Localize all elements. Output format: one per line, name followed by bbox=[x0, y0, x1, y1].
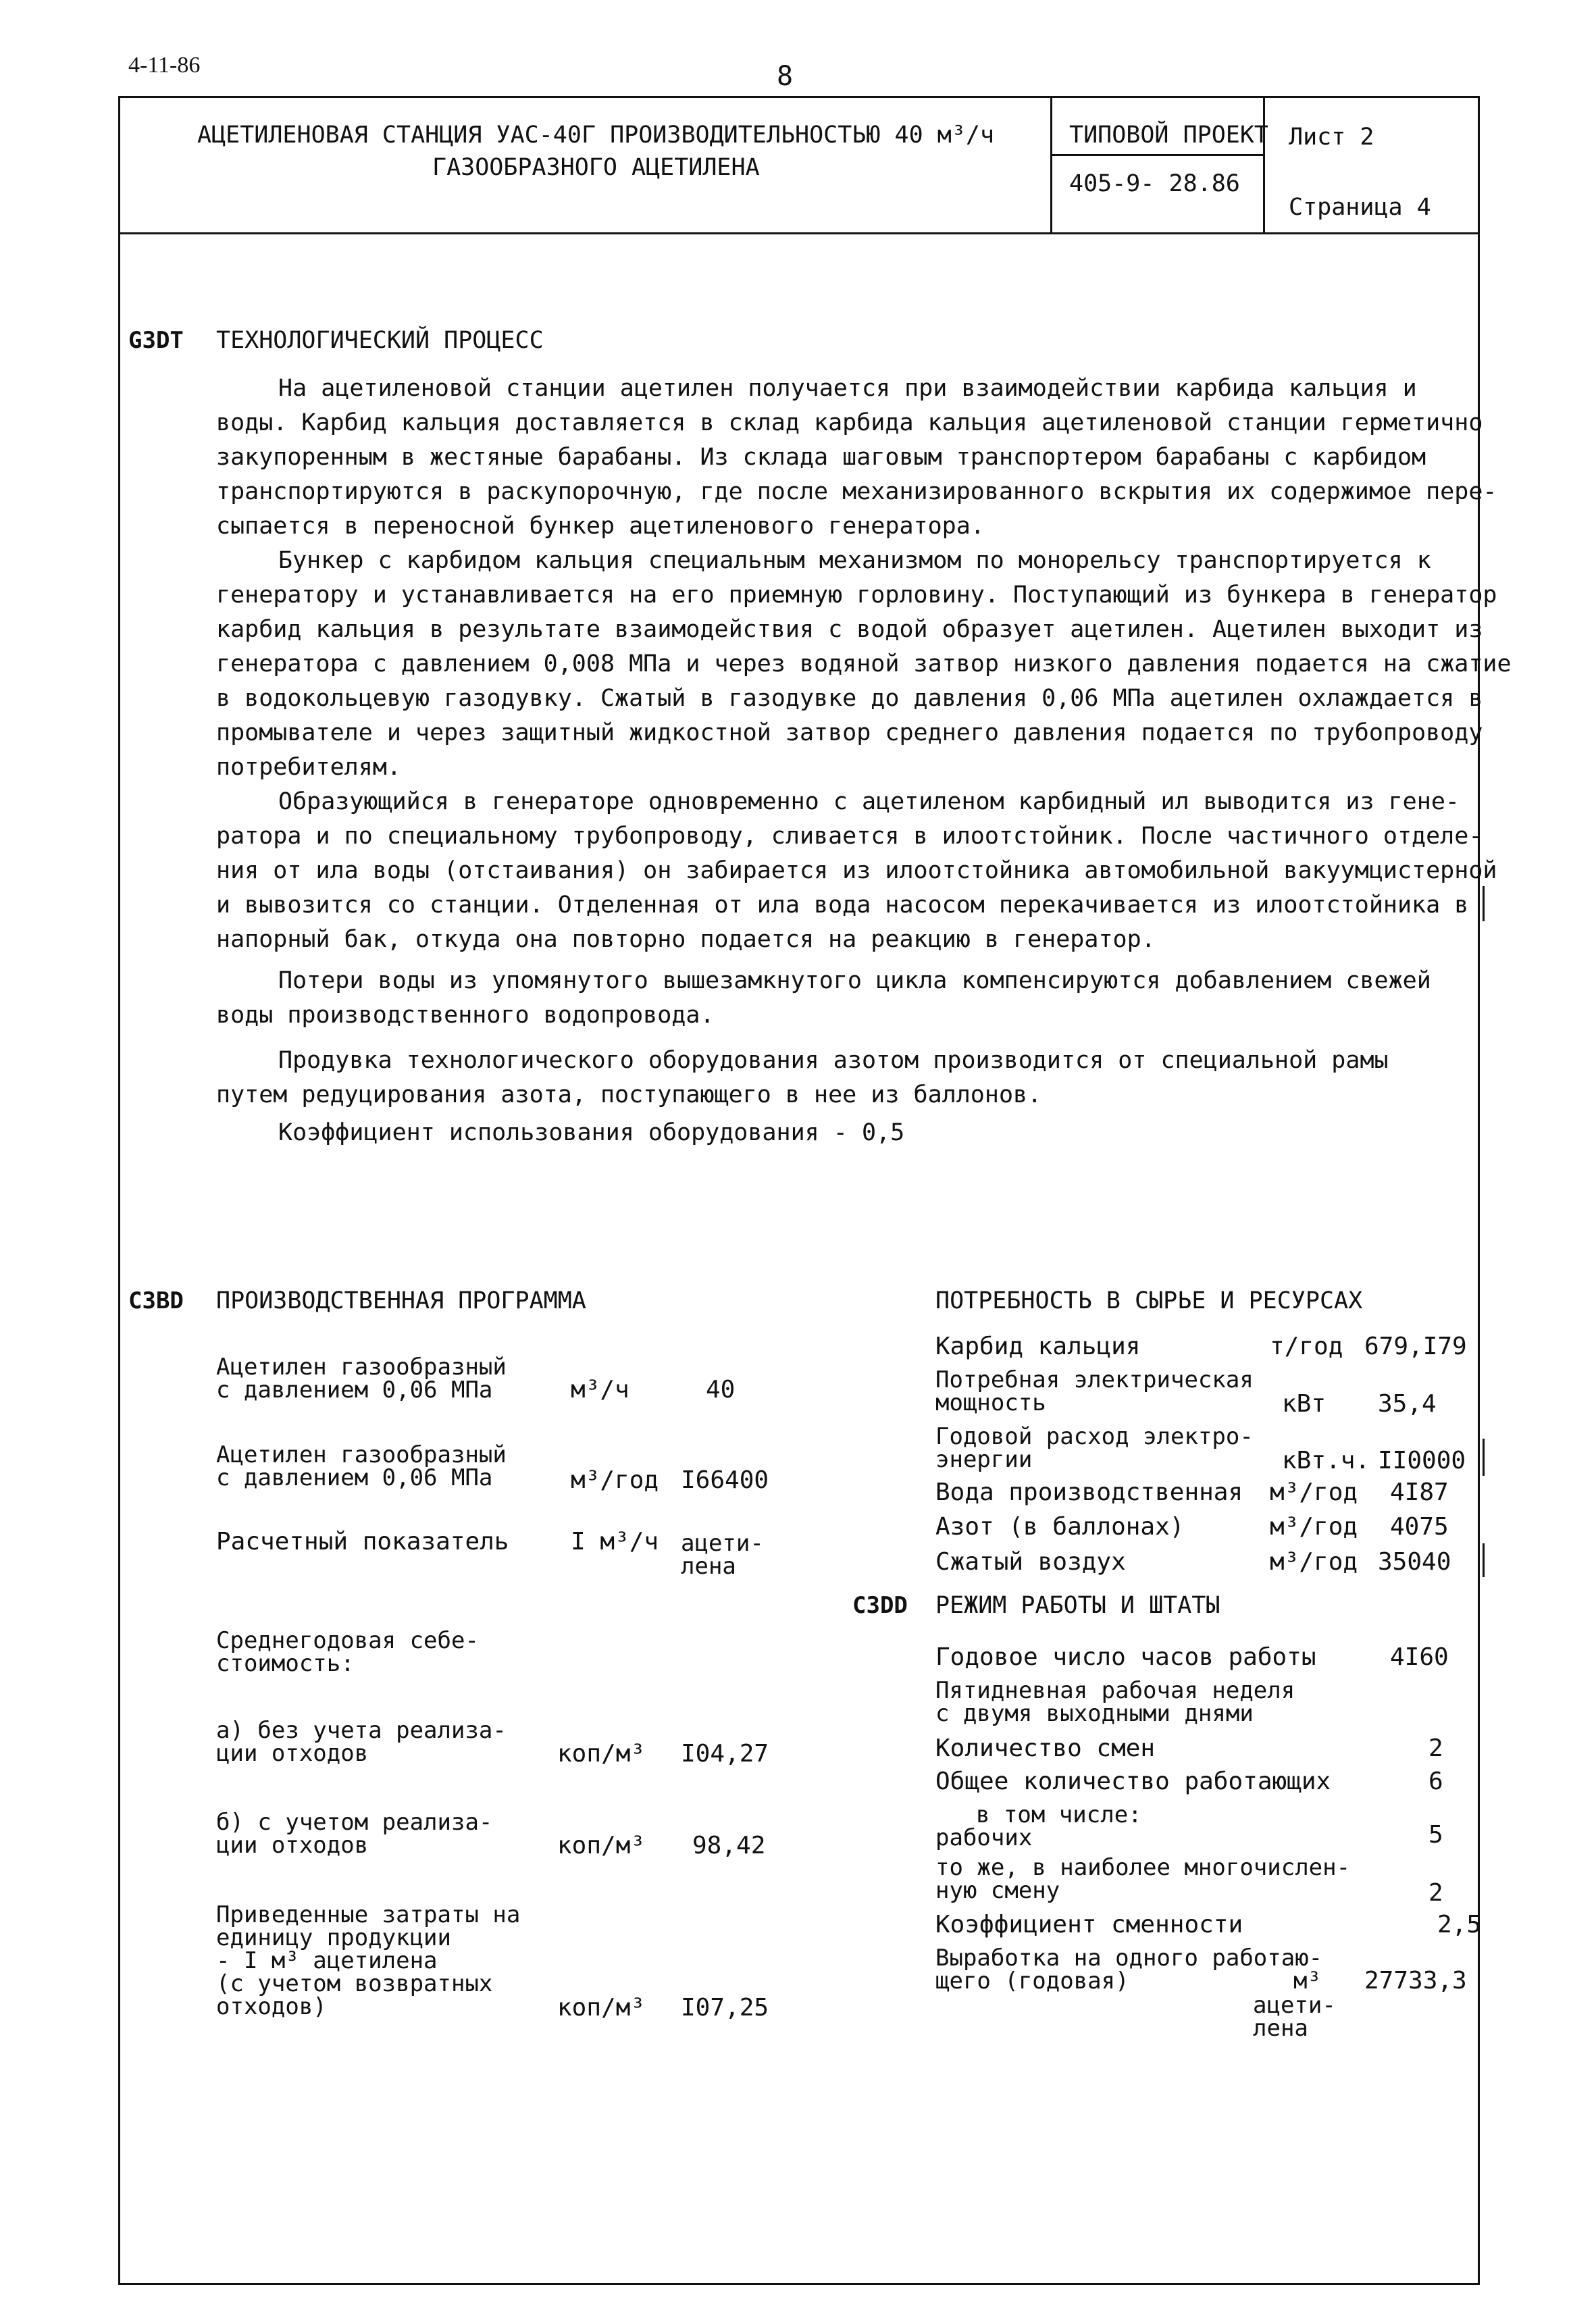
program-item-unit: м³/ч bbox=[571, 1376, 629, 1404]
program-item-unit: коп/м³ bbox=[557, 1994, 646, 2022]
process-line: и вывозится со станции. Отделенная от ила вода насосом перекачивается из илоотстойника в bbox=[216, 892, 1469, 919]
staff-label: в том числе: bbox=[976, 1801, 1142, 1828]
process-line: промывателе и через защитный жидкостной затвор среднего давления подается по трубопроводу bbox=[216, 719, 1483, 746]
program-item-label: б) с учетом реализа- bbox=[216, 1809, 493, 1836]
program-item-value: I04,27 bbox=[681, 1740, 769, 1768]
program-item-label: (с учетом возвратных bbox=[216, 1970, 493, 1997]
staff-heading: РЕЖИМ РАБОТЫ И ШТАТЫ bbox=[935, 1592, 1220, 1619]
program-item-label: с давлением 0,06 МПа bbox=[216, 1464, 493, 1491]
process-line: ния от ила воды (отстаивания) он забирается из илоотстойника автомобильной вакуумцистерной bbox=[216, 857, 1497, 884]
process-line: генератору и устанавливается на его приемную горловину. Поступающий из бункера в генератор bbox=[216, 582, 1497, 609]
staff-label: Общее количество работающих bbox=[935, 1768, 1331, 1795]
program-item-label: стоимость: bbox=[216, 1650, 355, 1677]
program-item-unit: коп/м³ bbox=[557, 1832, 646, 1859]
staff-label: Количество смен bbox=[935, 1734, 1156, 1762]
program-item-label: с давлением 0,06 МПа bbox=[216, 1377, 493, 1404]
staff-value: 4I60 bbox=[1390, 1643, 1449, 1671]
staff-label: щего (годовая) bbox=[935, 1968, 1129, 1995]
staff-value: 2 bbox=[1428, 1879, 1443, 1907]
resource-label: Потребная электрическая bbox=[935, 1366, 1254, 1393]
process-heading: ТЕХНОЛОГИЧЕСКИЙ ПРОЦЕСС bbox=[216, 327, 544, 354]
program-item-label: единицу продукции bbox=[216, 1924, 451, 1951]
program-item-label: Приведенные затраты на bbox=[216, 1901, 521, 1928]
staff-value: 6 bbox=[1428, 1768, 1443, 1795]
resource-value: 4075 bbox=[1390, 1513, 1449, 1541]
program-item-label: ции отходов bbox=[216, 1832, 369, 1859]
staff-value: 5 bbox=[1428, 1821, 1443, 1849]
program-item-label: Ацетилен газообразный bbox=[216, 1441, 507, 1468]
project-number: 405-9- 28.86 bbox=[1069, 170, 1240, 197]
staff-value: 27733,3 bbox=[1364, 1967, 1467, 1995]
process-line: сыпается в переносной бункер ацетиленового генератора. bbox=[216, 513, 985, 540]
staff-label: с двумя выходными днями bbox=[935, 1700, 1254, 1727]
staff-label: ную смену bbox=[935, 1877, 1060, 1904]
page-label: Страница 4 bbox=[1289, 194, 1431, 221]
process-code: G3DT bbox=[128, 327, 184, 354]
document-date: 4-11-86 bbox=[128, 53, 201, 78]
staff-label: рабочих bbox=[935, 1824, 1033, 1851]
staff-label: Выработка на одного работаю- bbox=[935, 1945, 1323, 1972]
resource-unit: т/год bbox=[1270, 1333, 1343, 1360]
resource-unit: кВт.ч. bbox=[1282, 1447, 1370, 1474]
process-line: воды. Карбид кальция доставляется в склад карбида кальция ацетиленовой станции герметично bbox=[216, 409, 1483, 436]
process-line: закупоренным в жестяные барабаны. Из склада шаговым транспортером барабаны с карбидом bbox=[216, 444, 1426, 471]
process-line: Коэффициент использования оборудования - 0,5 bbox=[278, 1119, 905, 1146]
process-line: Образующийся в генераторе одновременно с ацетиленом карбидный ил выводится из гене- bbox=[278, 788, 1460, 815]
process-line: путем редуцирования азота, поступающего в нее из баллонов. bbox=[216, 1081, 1042, 1108]
process-line: воды производственного водопровода. bbox=[216, 1002, 715, 1029]
staff-label: то же, в наиболее многочислен- bbox=[935, 1854, 1351, 1881]
program-item-value: ацети- bbox=[681, 1530, 764, 1557]
program-item-label: ции отходов bbox=[216, 1740, 369, 1767]
resource-unit: м³/год bbox=[1270, 1513, 1358, 1541]
staff-code: C3DD bbox=[852, 1592, 908, 1619]
staff-value: 2 bbox=[1428, 1734, 1443, 1762]
program-item-label: Расчетный показатель bbox=[216, 1528, 509, 1555]
program-item-value: лена bbox=[681, 1553, 736, 1580]
process-line: в водокольцевую газодувку. Сжатый в газодувке до давления 0,06 МПа ацетилен охлаждается в bbox=[216, 685, 1483, 712]
process-line: карбид кальция в результате взаимодействия с водой образует ацетилен. Ацетилен выходит из bbox=[216, 616, 1483, 643]
resource-label: Годовой расход электро- bbox=[935, 1423, 1254, 1450]
resource-value: 679,I79 bbox=[1364, 1333, 1467, 1360]
process-line: Продувка технологического оборудования азотом производится от специальной рамы bbox=[278, 1047, 1389, 1074]
staff-label: Годовое число часов работы bbox=[935, 1643, 1316, 1671]
program-item-value: I66400 bbox=[681, 1466, 769, 1494]
staff-label: Коэффициент сменности bbox=[935, 1911, 1243, 1938]
process-line: генератора с давлением 0,008 МПа и через водяной затвор низкого давления подается на сжатие bbox=[216, 650, 1512, 677]
sheet-label: Лист 2 bbox=[1289, 124, 1374, 151]
process-line: Потери воды из упомянутого вышезамкнутого цикла компенсируются добавлением свежей bbox=[278, 967, 1431, 994]
process-line: транспортируются в раскупорочную, где после механизированного вскрытия их содержимое пере- bbox=[216, 478, 1497, 505]
process-line: Бункер с карбидом кальция специальным механизмом по монорельсу транспортируется к bbox=[278, 547, 1431, 574]
header-title-line2: ГАЗООБРАЗНОГО АЦЕТИЛЕНА bbox=[432, 154, 760, 181]
resource-value: II0000 bbox=[1378, 1447, 1466, 1474]
resource-label: Карбид кальция bbox=[935, 1333, 1141, 1360]
resource-value: 35040 bbox=[1378, 1548, 1451, 1576]
program-item-label: Ацетилен газообразный bbox=[216, 1354, 507, 1381]
process-line: На ацетиленовой станции ацетилен получается при взаимодействии карбида кальция и bbox=[278, 375, 1417, 402]
program-item-label: Среднегодовая себе- bbox=[216, 1627, 479, 1654]
page-number: 8 bbox=[777, 61, 794, 92]
header-title-line1: АЦЕТИЛЕНОВАЯ СТАНЦИЯ УАС-40Г ПРОИЗВОДИТЕЛЬНОСТЬЮ 40 м³/ч bbox=[197, 122, 995, 149]
resource-unit: кВт bbox=[1282, 1390, 1327, 1418]
resource-unit: м³/год bbox=[1270, 1479, 1358, 1506]
program-item-value: 40 bbox=[706, 1376, 736, 1404]
process-line: потребителям. bbox=[216, 754, 401, 781]
margin-mark bbox=[1483, 1543, 1485, 1577]
program-item-value: 98,42 bbox=[692, 1832, 766, 1859]
resource-value: 35,4 bbox=[1378, 1390, 1437, 1418]
process-line: напорный бак, откуда она повторно подается на реакцию в генератор. bbox=[216, 926, 1156, 953]
resource-label: энергии bbox=[935, 1446, 1033, 1473]
resources-heading: ПОТРЕБНОСТЬ В СЫРЬЕ И РЕСУРСАХ bbox=[935, 1287, 1363, 1314]
margin-mark bbox=[1483, 886, 1485, 921]
resource-unit: м³/год bbox=[1270, 1548, 1358, 1576]
program-item-unit: коп/м³ bbox=[557, 1740, 646, 1768]
program-heading: ПРОИЗВОДСТВЕННАЯ ПРОГРАММА bbox=[216, 1287, 586, 1314]
program-code: C3BD bbox=[128, 1287, 184, 1314]
resource-label: Сжатый воздух bbox=[935, 1548, 1126, 1576]
resource-value: 4I87 bbox=[1390, 1479, 1449, 1506]
resource-label: Азот (в баллонах) bbox=[935, 1513, 1185, 1541]
staff-unit: м³ bbox=[1293, 1968, 1321, 1995]
program-item-value: I07,25 bbox=[681, 1994, 769, 2022]
project-label: ТИПОВОЙ ПРОЕКТ bbox=[1069, 122, 1269, 149]
staff-unit: ацети- bbox=[1253, 1992, 1336, 2019]
staff-value: 2,5 bbox=[1437, 1911, 1482, 1938]
program-item-label: отходов) bbox=[216, 1993, 327, 2020]
resource-label: Вода производственная bbox=[935, 1479, 1243, 1506]
staff-label: Пятидневная рабочая неделя bbox=[935, 1677, 1295, 1704]
margin-mark bbox=[1483, 1439, 1485, 1476]
program-item-unit: м³/год bbox=[571, 1466, 659, 1494]
program-item-label: - I м³ ацетилена bbox=[216, 1947, 438, 1974]
program-item-label: а) без учета реализа- bbox=[216, 1717, 507, 1744]
program-item-unit: I м³/ч bbox=[571, 1528, 659, 1555]
process-line: ратора и по специальному трубопроводу, сливается в илоотстойник. После частичного отделе- bbox=[216, 823, 1483, 850]
staff-unit: лена bbox=[1253, 2015, 1308, 2042]
resource-label: мощность bbox=[935, 1389, 1046, 1416]
